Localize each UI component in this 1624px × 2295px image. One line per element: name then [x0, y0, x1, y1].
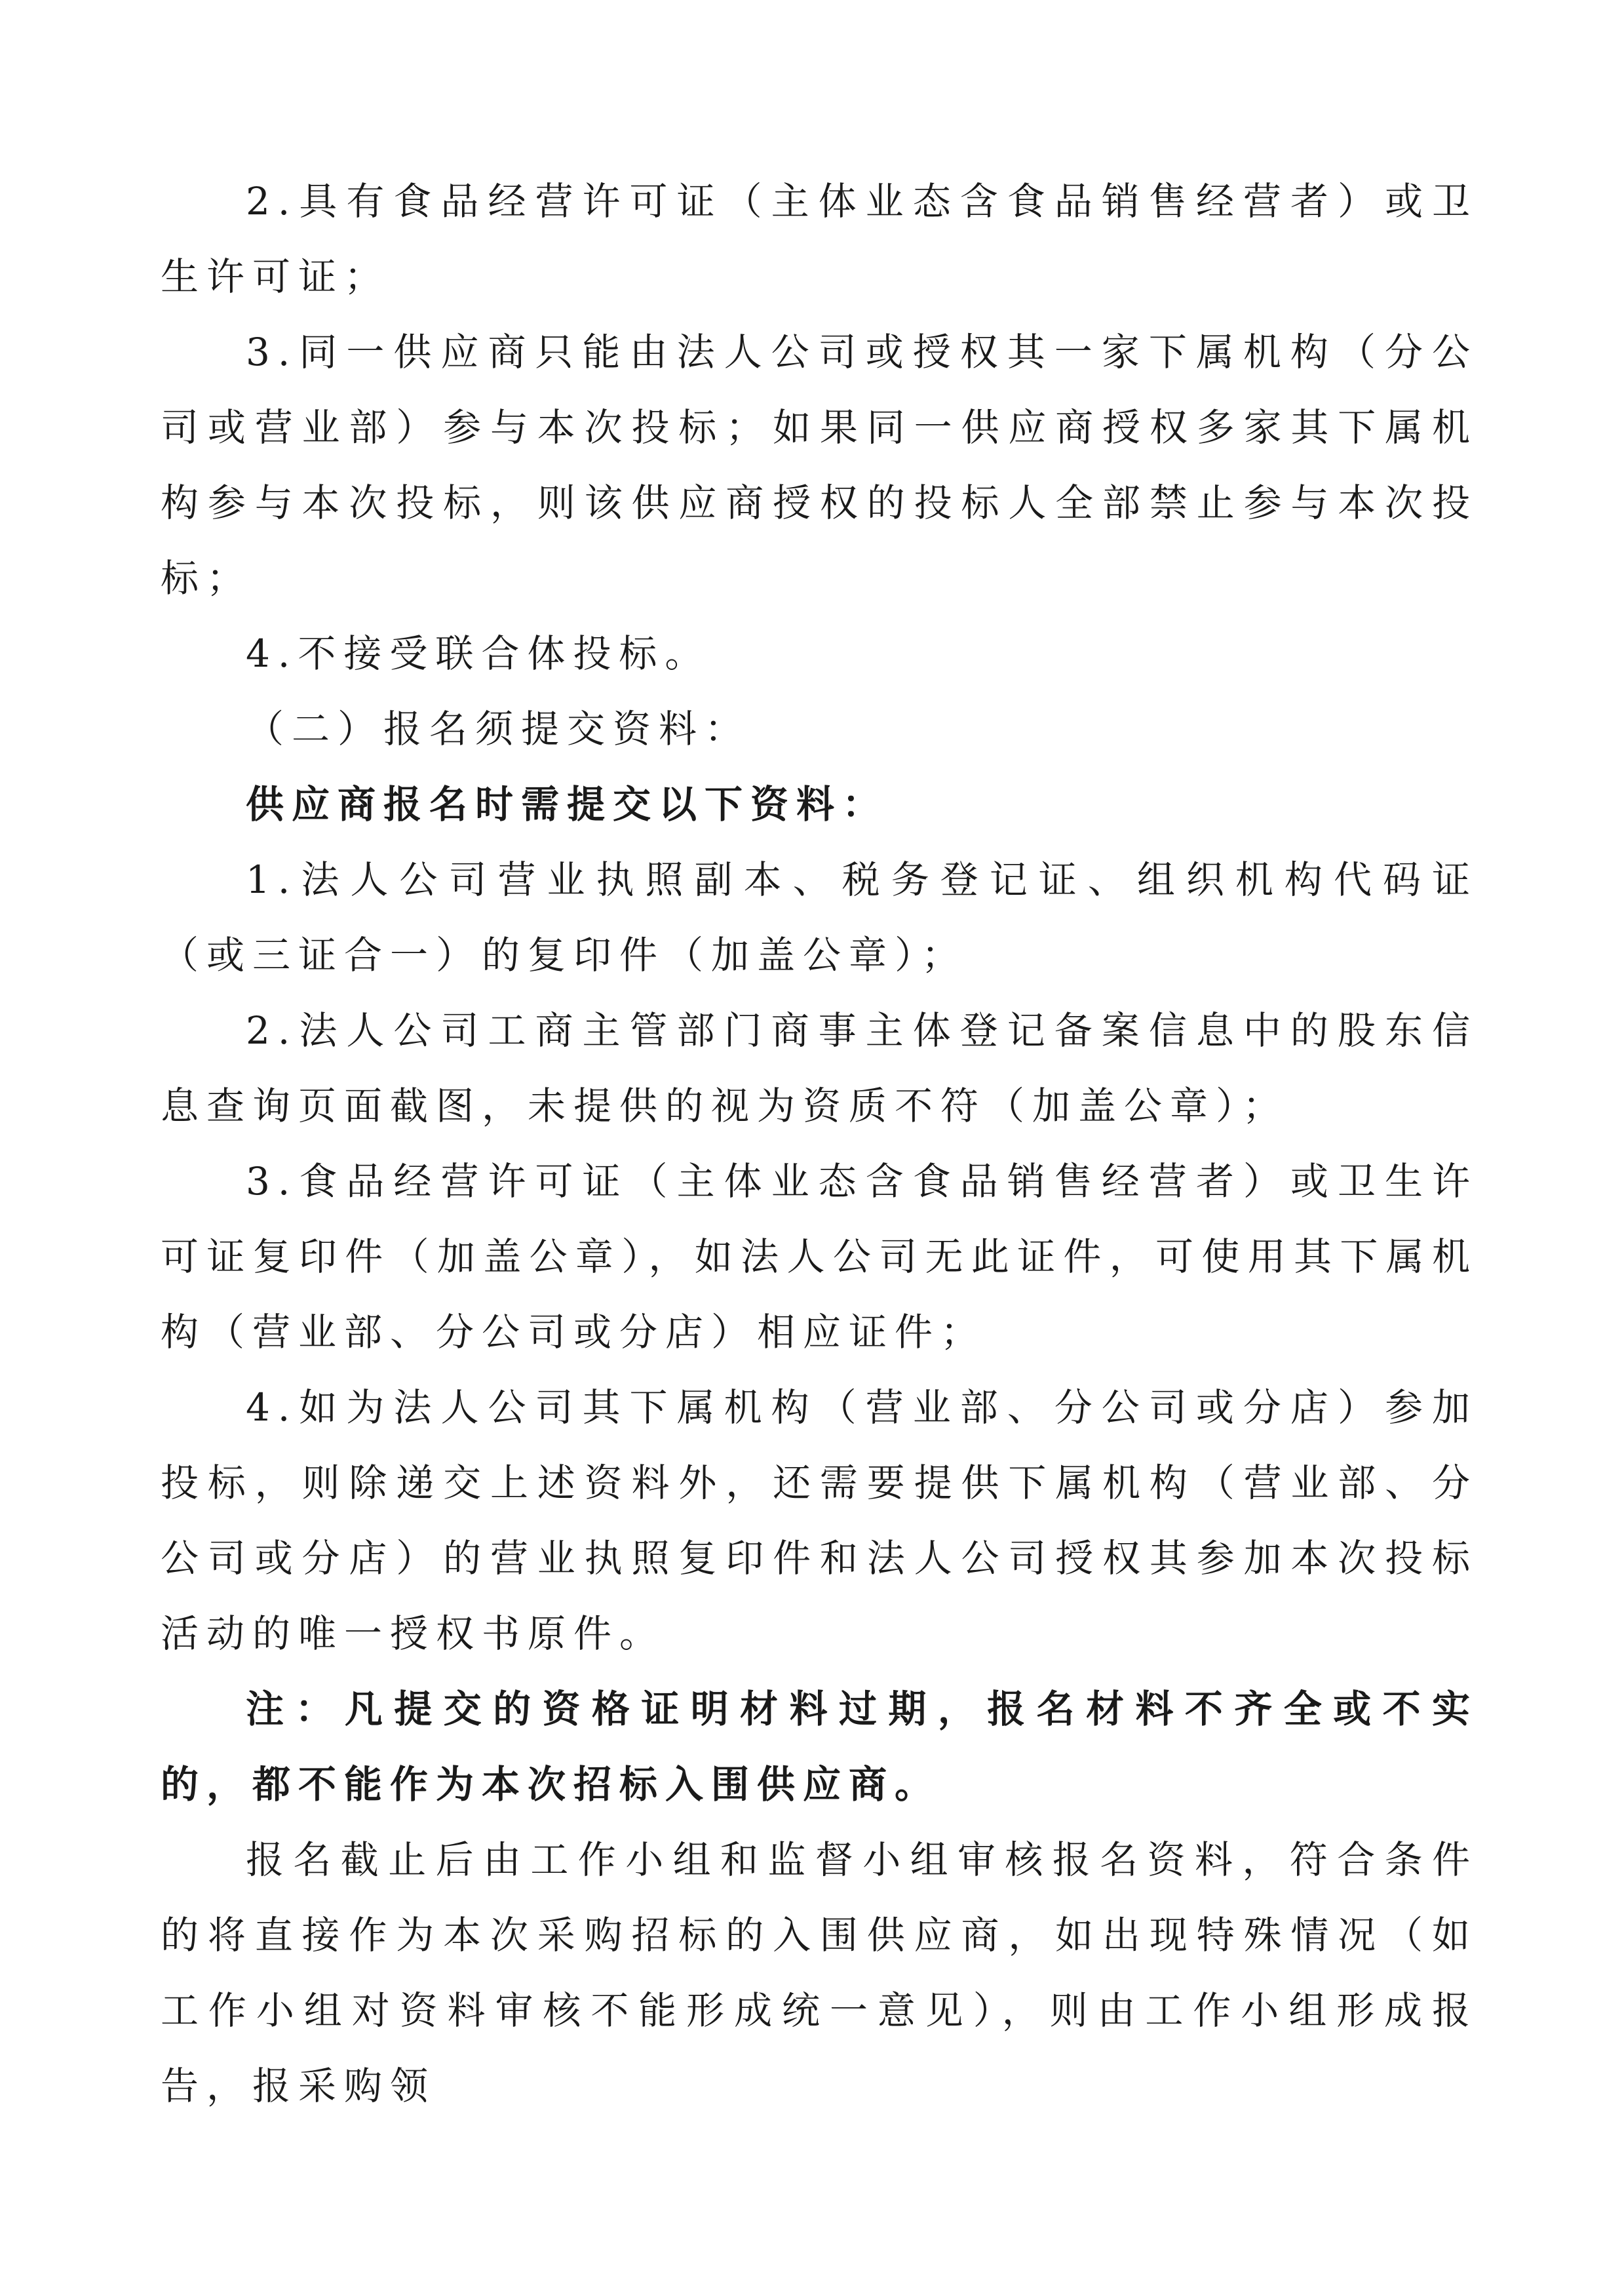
paragraph-material-2: 2.法人公司工商主管部门商事主体登记备案信息中的股东信息查询页面截图，未提供的视为资质不符（加盖公章）； [161, 1008, 1478, 1128]
paragraph-requirement-4: 4.不接受联合体投标。 [246, 631, 711, 676]
paragraph-material-3: 3.食品经营许可证（主体业态含食品销售经营者）或卫生许可证复印件（加盖公章），如法人公司无此证件，可使用其下属机构（营业部、分公司或分店）相应证件； [161, 1159, 1478, 1354]
paragraph-requirement-3: 3.同一供应商只能由法人公司或授权其一家下属机构（分公司或营业部）参与本次投标；如果同一供应商授权多家其下属机构参与本次投标，则该供应商授权的投标人全部禁止参与本次投标； [161, 330, 1478, 600]
paragraph-material-1: 1.法人公司营业执照副本、税务登记证、组织机构代码证（或三证合一）的复印件（加盖公章）； [161, 857, 1478, 977]
note-paragraph: 注：凡提交的资格证明材料过期，报名材料不齐全或不实的，都不能作为本次招标入围供应商。 [161, 1687, 1478, 1807]
paragraph-material-4: 4.如为法人公司其下属机构（营业部、分公司或分店）参加投标，则除递交上述资料外，还需要提供下属机构（营业部、分公司或分店）的营业执照复印件和法人公司授权其参加本次投标活动的唯一授权书原件。 [161, 1385, 1478, 1656]
materials-intro: 供应商报名时需提交以下资料： [246, 782, 889, 827]
paragraph-requirement-2: 2.具有食品经营许可证（主体业态含食品销售经营者）或卫生许可证； [161, 179, 1478, 299]
document-body [161, 164, 1478, 2124]
paragraph-review-process: 报名截止后由工作小组和监督小组审核报名资料，符合条件的将直接作为本次采购招标的入围供应商，如出现特殊情况（如工作小组对资料审核不能形成统一意见），则由工作小组形成报告，报采购领 [161, 1837, 1478, 2108]
section-heading-materials: （二）报名须提交资料： [246, 707, 751, 751]
